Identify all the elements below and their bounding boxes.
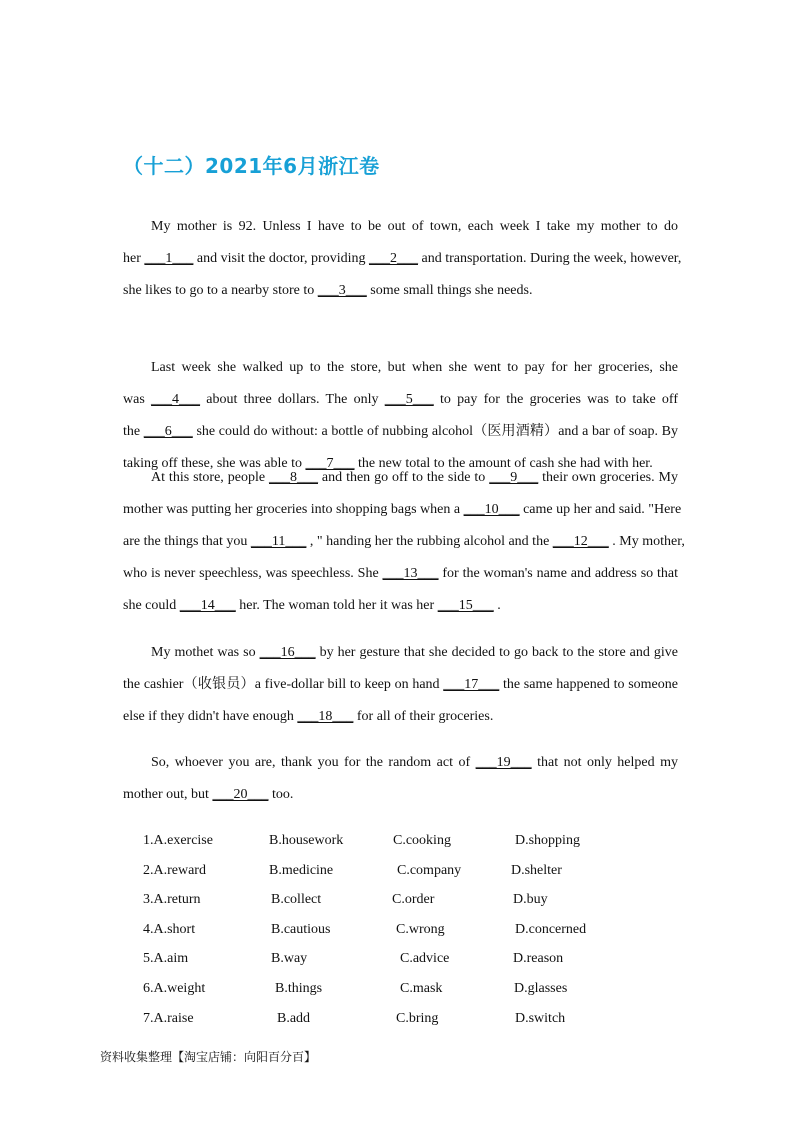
text-segment: the cashier（收银员）a five-dollar bill to keep on hand (123, 677, 444, 692)
option-choice: B.medicine (269, 862, 334, 878)
answer-blank: ___14___ (179, 598, 236, 613)
option-choice: C.order (392, 892, 435, 908)
text-segment: taking off these, she was able to (123, 456, 306, 471)
answer-blank: ___9___ (489, 470, 539, 485)
option-choice: B.cautious (271, 921, 331, 937)
text-line (123, 352, 678, 384)
text-segment: she could (123, 598, 180, 613)
text-line (123, 590, 678, 622)
text-segment: else if they didn't have enough (123, 709, 298, 724)
text-line (123, 494, 682, 526)
option-choice: D.reason (513, 951, 564, 967)
option-choice: C.advice (400, 951, 450, 967)
text-segment: , " handing her the rubbing alcohol and the (306, 534, 553, 549)
option-choice: 1.A.exercise (143, 833, 213, 848)
answer-blank: ___20___ (212, 787, 269, 802)
text-segment: and transportation. During the week, however, (417, 251, 682, 266)
option-choice: D.shelter (511, 862, 562, 878)
paragraph-1 (123, 211, 682, 307)
answer-blank: ___3___ (317, 283, 367, 298)
answer-blank: ___15___ (437, 598, 494, 613)
text-segment: My mother is 92. Unless I have to be out of town, each week I take my mother to do (151, 219, 678, 234)
text-segment: about three dollars. The only (200, 392, 385, 407)
option-choice: B.way (271, 951, 308, 967)
text-segment: was (123, 392, 152, 407)
option-choice: C.cooking (393, 833, 451, 848)
option-choice: D.glasses (514, 980, 568, 996)
text-segment: too. (268, 787, 294, 802)
text-line (123, 669, 678, 701)
text-segment: that not only helped my (531, 755, 678, 770)
text-segment: the new total to the amount of cash she had with her. (354, 456, 653, 471)
option-choice: 4.A.short (143, 921, 196, 937)
option-choice: D.concerned (515, 921, 587, 937)
paragraph-4 (123, 637, 678, 733)
text-segment: for all of their groceries. (353, 709, 494, 724)
option-choice: C.bring (396, 1010, 439, 1026)
paragraph-5 (123, 747, 678, 811)
answer-blank: ___5___ (384, 392, 434, 407)
text-segment: some small things she needs. (366, 283, 533, 298)
text-line (123, 747, 678, 779)
text-segment: Last week she walked up to the store, but when she went to pay for her groceries, she (151, 360, 678, 375)
answer-blank: ___12___ (552, 534, 609, 549)
text-line (123, 462, 678, 494)
answer-blank: ___2___ (368, 251, 418, 266)
option-choice: D.buy (513, 892, 548, 908)
answer-blank: ___7___ (305, 456, 355, 471)
text-segment: by her gesture that she decided to go back to the store and give (315, 645, 678, 660)
option-choice: B.add (277, 1010, 311, 1026)
text-segment: mother was putting her groceries into shopping bags when a (123, 502, 464, 517)
option-choice: C.mask (400, 980, 443, 996)
text-line (123, 558, 678, 590)
text-segment: My mothet was so (151, 645, 260, 660)
option-choice: D.switch (515, 1010, 566, 1026)
option-choice: B.housework (269, 833, 344, 848)
text-segment: . My mother, (608, 534, 685, 549)
answer-blank: ___10___ (463, 502, 520, 517)
text-line (123, 526, 685, 558)
text-segment: her. The woman told her it was her (235, 598, 438, 613)
answer-blank: ___18___ (297, 709, 354, 724)
text-segment: and visit the doctor, providing (193, 251, 369, 266)
option-choice: 7.A.raise (143, 1010, 194, 1026)
option-choice: 5.A.aim (143, 951, 189, 967)
text-segment: . (493, 598, 501, 613)
footer-note: 资料收集整理【淘宝店铺：向阳百分百】 (100, 1050, 317, 1064)
text-segment: At this store, people (151, 470, 269, 485)
page-title: （十二）2021年6月浙江卷 (123, 154, 380, 178)
text-segment: and then go off to the side to (318, 470, 490, 485)
answer-blank: ___6___ (143, 424, 193, 439)
text-segment: for the woman's name and address so that (438, 566, 678, 581)
text-line (123, 275, 678, 307)
option-choice: 2.A.reward (143, 862, 206, 878)
text-segment: are the things that you (123, 534, 251, 549)
option-choice: B.collect (271, 892, 322, 908)
text-segment: she could do without: a bottle of nubbing alcohol（医用酒精）and a bar of soap. By (192, 424, 678, 439)
option-choice: C.wrong (396, 921, 445, 937)
option-choice: 3.A.return (143, 892, 201, 908)
text-segment: came up her and said. "Here (519, 502, 682, 517)
text-segment: mother out, but (123, 787, 213, 802)
text-line (123, 416, 678, 448)
answer-blank: ___17___ (443, 677, 500, 692)
answer-blank: ___19___ (475, 755, 532, 770)
text-segment: the same happened to someone (499, 677, 678, 692)
text-segment: So, whoever you are, thank you for the random act of (151, 755, 476, 770)
text-line (123, 384, 678, 416)
text-line (123, 637, 678, 669)
text-segment: she likes to go to a nearby store to (123, 283, 318, 298)
answer-blank: ___11___ (250, 534, 307, 549)
answer-blank: ___13___ (382, 566, 439, 581)
answer-blank: ___16___ (259, 645, 316, 660)
option-choice: B.things (275, 980, 323, 996)
paragraph-3 (123, 462, 685, 622)
option-choice: D.shopping (515, 833, 580, 848)
text-line (123, 243, 682, 275)
option-choice: 6.A.weight (143, 980, 206, 996)
text-segment: to pay for the groceries was to take off (433, 392, 679, 407)
answer-blank: ___1___ (144, 251, 194, 266)
answer-blank: ___4___ (151, 392, 201, 407)
paragraph-2 (123, 352, 678, 480)
text-segment: who is never speechless, was speechless. She (123, 566, 383, 581)
text-line (123, 701, 678, 733)
text-line (123, 211, 678, 243)
option-choice: C.company (397, 862, 462, 878)
text-segment: the (123, 424, 144, 439)
text-line (123, 779, 678, 811)
answer-blank: ___8___ (269, 470, 318, 485)
text-segment: their own groceries. My (538, 470, 678, 485)
text-segment: her (123, 251, 145, 266)
